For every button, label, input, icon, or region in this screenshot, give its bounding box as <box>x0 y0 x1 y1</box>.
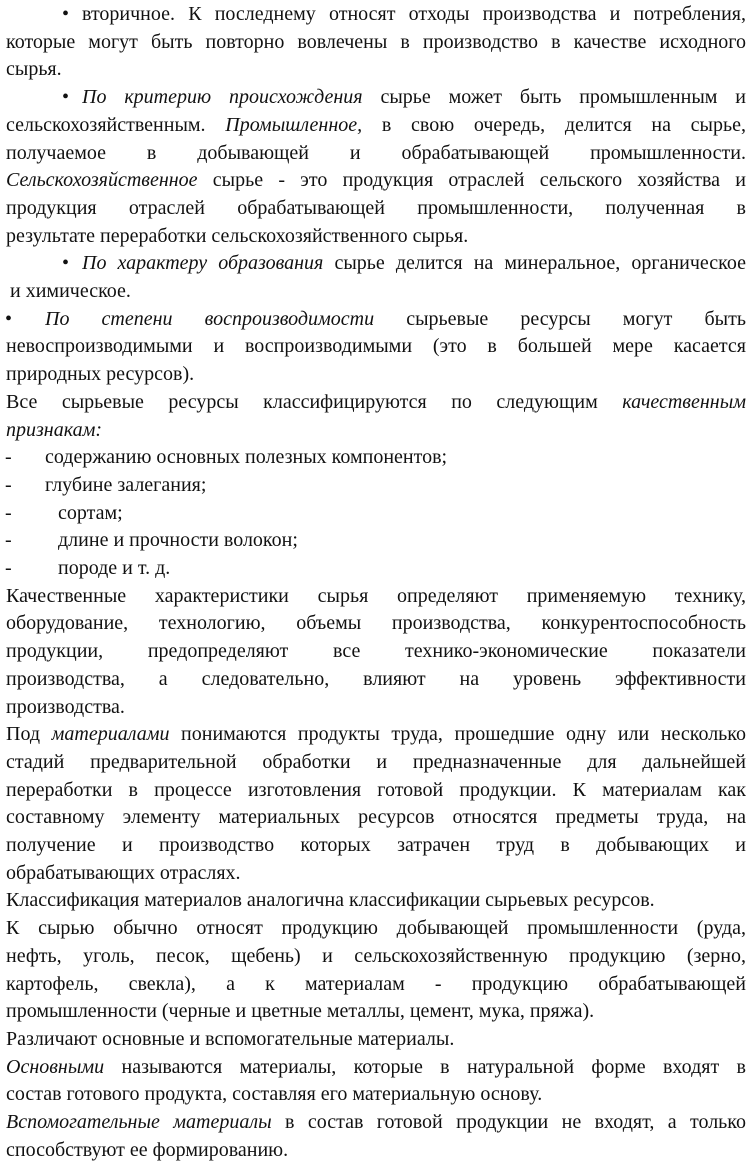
line-text <box>6 1053 746 1081</box>
line-text <box>6 194 746 222</box>
text-line <box>0 139 750 167</box>
line-text <box>6 997 746 1025</box>
text-segment: в свою очередь, делится на сырье, <box>362 113 746 136</box>
text-segment: промышленности (черные и цветные металлы, цемент, мука, пряжа). <box>6 1000 595 1023</box>
line-text <box>58 499 746 527</box>
text-line <box>0 1053 750 1081</box>
text-segment: производства. <box>6 695 125 718</box>
text-segment: Все сырьевые ресурсы классифицируются по следующим <box>6 390 623 413</box>
line-text <box>45 305 746 333</box>
text-segment: нефть, уголь, песок, щебень) и сельскохозяйственную продукцию (зерно, <box>6 944 746 967</box>
text-line <box>0 222 750 250</box>
text-segment: получение и производство которых затрачен труд в добывающих и <box>6 834 746 856</box>
text-line <box>0 277 750 305</box>
text-segment: природных ресурсов). <box>6 363 195 386</box>
line-text <box>6 28 746 56</box>
text-segment: Классификация материалов аналогична классификации сырьевых ресурсов. <box>6 889 655 912</box>
italic-term: По критерию происхождения <box>82 86 363 109</box>
line-text <box>6 720 746 748</box>
dash-icon: - <box>5 501 12 524</box>
line-text <box>6 1108 746 1136</box>
text-line <box>0 665 750 693</box>
text-line <box>0 970 750 998</box>
text-segment: сырьевые ресурсы могут быть <box>374 307 746 330</box>
text-segment: сельскохозяйственным. <box>6 113 226 136</box>
text-segment: понимаются продукты труда, прошедшие одну или несколько <box>169 723 746 746</box>
text-segment: переработки в процессе изготовления готовой продукции. К материалам как <box>6 778 746 801</box>
text-segment: сырье делится на минеральное, органическое <box>323 252 746 275</box>
text-segment: сырья. <box>6 58 62 81</box>
italic-term: признакам: <box>6 418 103 441</box>
list-item-line <box>0 305 750 333</box>
text-segment: Под <box>6 723 52 746</box>
text-line <box>0 1025 750 1053</box>
dash-icon: - <box>5 557 12 579</box>
italic-term: Промышленное, <box>225 113 363 136</box>
text-line <box>0 582 750 610</box>
text-line <box>0 803 750 831</box>
bullet-icon: • <box>5 307 13 330</box>
line-text <box>6 111 746 139</box>
text-line <box>0 416 750 444</box>
line-text <box>6 1025 746 1053</box>
text-segment: способствуют ее формированию. <box>6 1138 289 1161</box>
line-text <box>6 886 746 914</box>
dash-icon: - <box>5 446 12 469</box>
line-text <box>10 277 746 305</box>
line-text <box>6 332 746 360</box>
text-segment: обрабатывающих отраслях. <box>6 861 241 884</box>
text-segment: глубине залегания; <box>45 473 207 496</box>
line-text <box>6 360 746 388</box>
text-line <box>0 693 750 721</box>
line-text <box>6 609 746 637</box>
text-line <box>0 720 750 748</box>
text-segment: сортам; <box>58 501 123 524</box>
text-segment: содержанию основных полезных компонентов; <box>45 446 448 469</box>
text-line <box>0 1080 750 1108</box>
text-segment: производства, а следовательно, влияют на уровень эффективности <box>6 667 746 690</box>
text-line <box>0 859 750 887</box>
text-line <box>0 111 750 139</box>
italic-term: Сельскохозяйственное <box>6 169 198 192</box>
line-text <box>6 166 746 194</box>
text-segment: стадий предварительной обработки и предназначенные для дальнейшей <box>6 750 746 773</box>
text-line <box>0 914 750 942</box>
text-line <box>0 886 750 914</box>
line-text <box>6 1136 746 1164</box>
italic-term: По степени воспроизводимости <box>45 307 375 330</box>
line-text <box>6 914 746 942</box>
text-segment: породе и т. д. <box>58 557 171 579</box>
text-line <box>0 997 750 1025</box>
line-text <box>6 776 746 804</box>
text-line <box>0 748 750 776</box>
text-line <box>0 1108 750 1136</box>
line-text <box>6 970 746 998</box>
line-text <box>6 831 746 859</box>
bullet-icon: • <box>62 3 70 25</box>
text-segment: продукции, предопределяют все технико-экономические показатели <box>6 640 746 663</box>
text-segment: сырье может быть промышленным и <box>362 86 746 109</box>
line-text <box>82 83 746 111</box>
bullet-icon: • <box>62 252 70 275</box>
bullet-icon: • <box>62 86 70 109</box>
text-segment: длине и прочности волокон; <box>58 529 298 552</box>
text-segment: называются материалы, которые в натуральной форме входят в <box>104 1055 746 1078</box>
italic-term: По характеру образования <box>82 252 324 275</box>
italic-term: Основными <box>6 1055 105 1078</box>
dash-icon: - <box>5 473 12 496</box>
line-text <box>6 388 746 416</box>
line-text <box>6 1080 746 1108</box>
text-segment: и химическое. <box>10 280 131 302</box>
italic-term: материалами <box>51 723 170 746</box>
text-segment: картофель, свекла), а к материалам - продукцию обрабатывающей <box>6 972 746 995</box>
line-text <box>45 443 746 471</box>
list-item-line <box>0 554 750 582</box>
text-line <box>0 360 750 388</box>
text-segment: Качественные характеристики сырья определяют применяемую технику, <box>6 584 746 607</box>
text-segment: состав готового продукта, составляя его материальную основу. <box>6 1083 543 1106</box>
text-segment: Различают основные и вспомогательные материалы. <box>6 1027 455 1050</box>
line-text <box>6 693 746 721</box>
text-line <box>0 194 750 222</box>
line-text <box>82 0 746 28</box>
text-segment: составному элементу материальных ресурсов относятся предметы труда, на <box>6 806 746 829</box>
line-text <box>6 55 746 83</box>
text-line <box>0 609 750 637</box>
line-text <box>6 416 746 444</box>
line-text <box>6 859 746 887</box>
list-item-line <box>0 0 750 28</box>
line-text <box>6 637 746 665</box>
italic-term: качественным <box>622 390 746 413</box>
line-text <box>6 665 746 693</box>
line-text <box>6 942 746 970</box>
text-segment: оборудование, технологию, объемы производства, конкурентоспособность <box>6 612 746 635</box>
text-segment: получаемое в добывающей и обрабатывающей промышленности. <box>6 141 746 164</box>
italic-term: Вспомогательные материалы <box>6 1111 272 1133</box>
text-segment: К сырью обычно относят продукцию добывающей промышленности (руда, <box>6 917 746 940</box>
list-item-line <box>0 443 750 471</box>
line-text <box>58 526 746 554</box>
line-text <box>6 222 746 250</box>
list-item-line <box>0 249 750 277</box>
line-text <box>45 471 746 499</box>
list-item-line <box>0 499 750 527</box>
dash-icon: - <box>5 529 12 552</box>
text-segment: невоспроизводимыми и воспроизводимыми (это в большей мере касается <box>6 335 746 358</box>
line-text <box>6 582 746 610</box>
line-text <box>58 554 746 582</box>
text-line <box>0 637 750 665</box>
text-line <box>0 388 750 416</box>
text-line <box>0 1136 750 1164</box>
line-text <box>6 139 746 167</box>
list-item-line <box>0 471 750 499</box>
text-segment: вторичное. К последнему относят отходы производства и потребления, <box>82 3 746 25</box>
text-line <box>0 776 750 804</box>
line-text <box>6 803 746 831</box>
text-segment: продукция отраслей обрабатывающей промышленности, полученная в <box>6 196 746 219</box>
text-line <box>0 942 750 970</box>
text-segment: в состав готовой продукции не входят, а только <box>271 1111 746 1133</box>
list-item-line <box>0 83 750 111</box>
text-line <box>0 28 750 56</box>
text-line <box>0 166 750 194</box>
list-item-line <box>0 526 750 554</box>
text-segment: сырье - это продукция отраслей сельского хозяйства и <box>197 169 746 192</box>
line-text <box>6 748 746 776</box>
text-line <box>0 831 750 859</box>
text-line <box>0 332 750 360</box>
line-text <box>82 249 746 277</box>
text-line <box>0 55 750 83</box>
text-segment: которые могут быть повторно вовлечены в производство в качестве исходного <box>6 30 746 53</box>
text-segment: результате переработки сельскохозяйственного сырья. <box>6 224 469 247</box>
